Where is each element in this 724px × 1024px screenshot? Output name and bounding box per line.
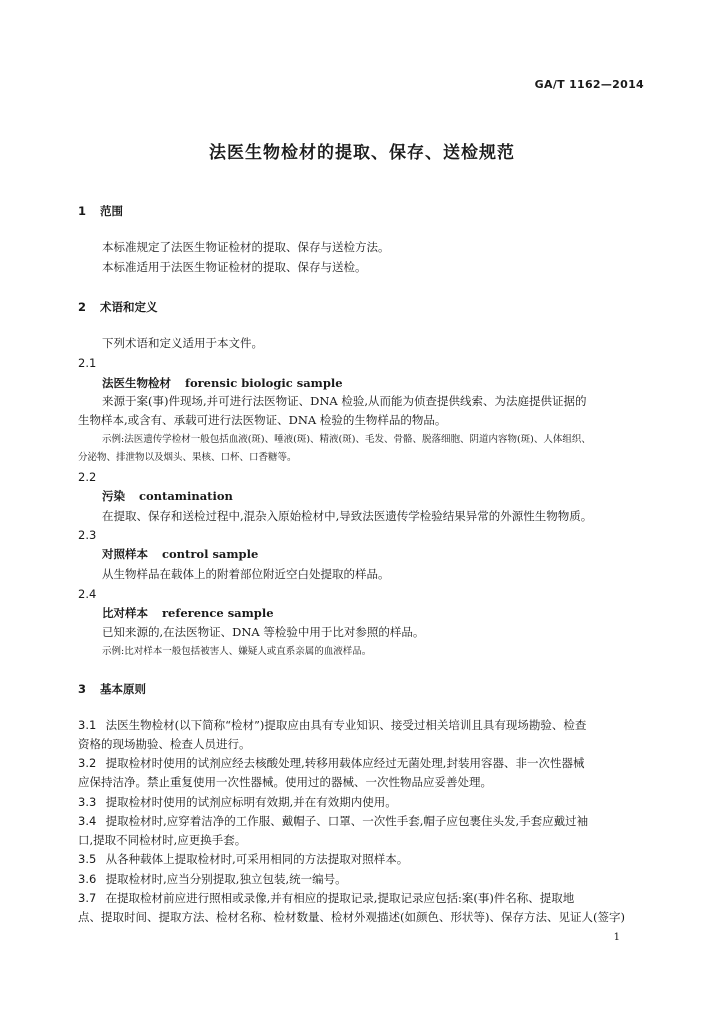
section-heading	[78, 298, 158, 316]
section-scope	[78, 202, 643, 282]
clause-number: 3.4	[78, 814, 97, 828]
clause-continuation: 应保持洁净。禁止重复使用一次性器械。使用过的器械、一次性物品应妥善处理。	[78, 775, 492, 789]
clause-text: 在提取检材前应进行照相或录像,并有相应的提取记录,提取记录应包括:案(事)件名称、提取地	[105, 891, 575, 905]
term-english: forensic biologic sample	[185, 376, 343, 390]
term-number: 2.2	[78, 470, 97, 484]
term-chinese: 法医生物检材	[102, 376, 171, 390]
clause-text: 提取检材时使用的试剂应标明有效期,并在有效期内使用。	[105, 795, 397, 809]
section-number: 1	[78, 204, 87, 218]
clause-number: 3.1	[78, 718, 97, 732]
section-number: 2	[78, 300, 87, 314]
term-number: 2.1	[78, 356, 97, 370]
clause-text: 提取检材时,应当分别提取,独立包装,统一编号。	[105, 872, 347, 886]
term-example: 分泌物、排泄物以及烟头、果核、口杯、口香糖等。	[78, 452, 297, 463]
clause-text: 从各种载体上提取检材时,可采用相同的方法提取对照样本。	[105, 852, 409, 866]
term-number: 2.4	[78, 587, 97, 601]
term-example: 示例:法医遗传学检材一般包括血液(斑)、唾液(斑)、精液(斑)、毛发、骨骼、脱落细胞、阴道内容物(斑)、人体组织、	[102, 434, 591, 445]
standard-code: GA/T 1162—2014	[534, 78, 644, 91]
paragraph: 本标准规定了法医生物证检材的提取、保存与送检方法。	[102, 240, 390, 254]
clause-text: 提取检材时使用的试剂应经去核酸处理,转移用载体应经过无菌处理,封装用容器、非一次性器械	[105, 756, 585, 770]
term-heading	[102, 545, 258, 563]
term-heading	[102, 604, 274, 622]
term-definition: 生物样本,或含有、承载可进行法医物证、DNA 检验的生物样品的物品。	[78, 413, 447, 427]
section-title: 基本原则	[100, 682, 146, 696]
term-heading	[102, 487, 233, 505]
clause-number: 3.5	[78, 852, 97, 866]
term-definition: 在提取、保存和送检过程中,混杂入原始检材中,导致法医遗传学检验结果异常的外源性生物物质。	[102, 509, 593, 523]
term-chinese: 对照样本	[102, 547, 148, 561]
clause	[78, 793, 397, 811]
document-title: 法医生物检材的提取、保存、送检规范	[209, 143, 515, 163]
section-principles	[78, 680, 643, 930]
section-title: 术语和定义	[100, 300, 158, 314]
clause-text: 提取检材时,应穿着洁净的工作服、戴帽子、口罩、一次性手套,帽子应包裹住头发,手套应戴过袖	[105, 814, 589, 828]
clause-number: 3.6	[78, 872, 97, 886]
term-english: control sample	[162, 547, 259, 561]
clause-text: 法医生物检材(以下简称“检材”)提取应由具有专业知识、接受过相关培训且具有现场勘验、检查	[105, 718, 587, 732]
section-heading	[78, 680, 146, 698]
clause-number: 3.7	[78, 891, 97, 905]
term-number: 2.3	[78, 528, 97, 542]
section-heading	[78, 202, 123, 220]
term-heading	[102, 374, 343, 392]
clause-continuation: 点、提取时间、提取方法、检材名称、检材数量、检材外观描述(如颜色、形状等)、保存方法、见证人(签字)	[78, 910, 625, 924]
term-chinese: 比对样本	[102, 606, 148, 620]
clause-continuation: 资格的现场勘验、检查人员进行。	[78, 737, 251, 751]
paragraph: 本标准适用于法医生物证检材的提取、保存与送检。	[102, 260, 367, 274]
clause	[78, 754, 584, 772]
term-chinese: 污染	[102, 489, 125, 503]
term-definition: 从生物样品在载体上的附着部位附近空白处提取的样品。	[102, 567, 390, 581]
term-definition: 已知来源的,在法医物证、DNA 等检验中用于比对参照的样品。	[102, 625, 425, 639]
term-english: reference sample	[162, 606, 274, 620]
clause-number: 3.2	[78, 756, 97, 770]
clause-continuation: 口,提取不同检材时,应更换手套。	[78, 833, 247, 847]
page-number: 1	[613, 932, 620, 943]
clause-number: 3.3	[78, 795, 97, 809]
clause	[78, 889, 574, 907]
clause	[78, 716, 586, 734]
clause	[78, 870, 347, 888]
term-english: contamination	[139, 489, 233, 503]
term-example: 示例:比对样本一般包括被害人、嫌疑人或直系亲属的血液样品。	[102, 646, 372, 657]
section-terms	[78, 298, 643, 668]
clause	[78, 850, 408, 868]
section-title: 范围	[100, 204, 123, 218]
clause	[78, 812, 588, 830]
section-number: 3	[78, 682, 87, 696]
term-definition: 来源于案(事)件现场,并可进行法医物证、DNA 检验,从而能为侦查提供线索、为法庭提供证据的	[102, 394, 587, 408]
paragraph: 下列术语和定义适用于本文件。	[102, 336, 263, 350]
